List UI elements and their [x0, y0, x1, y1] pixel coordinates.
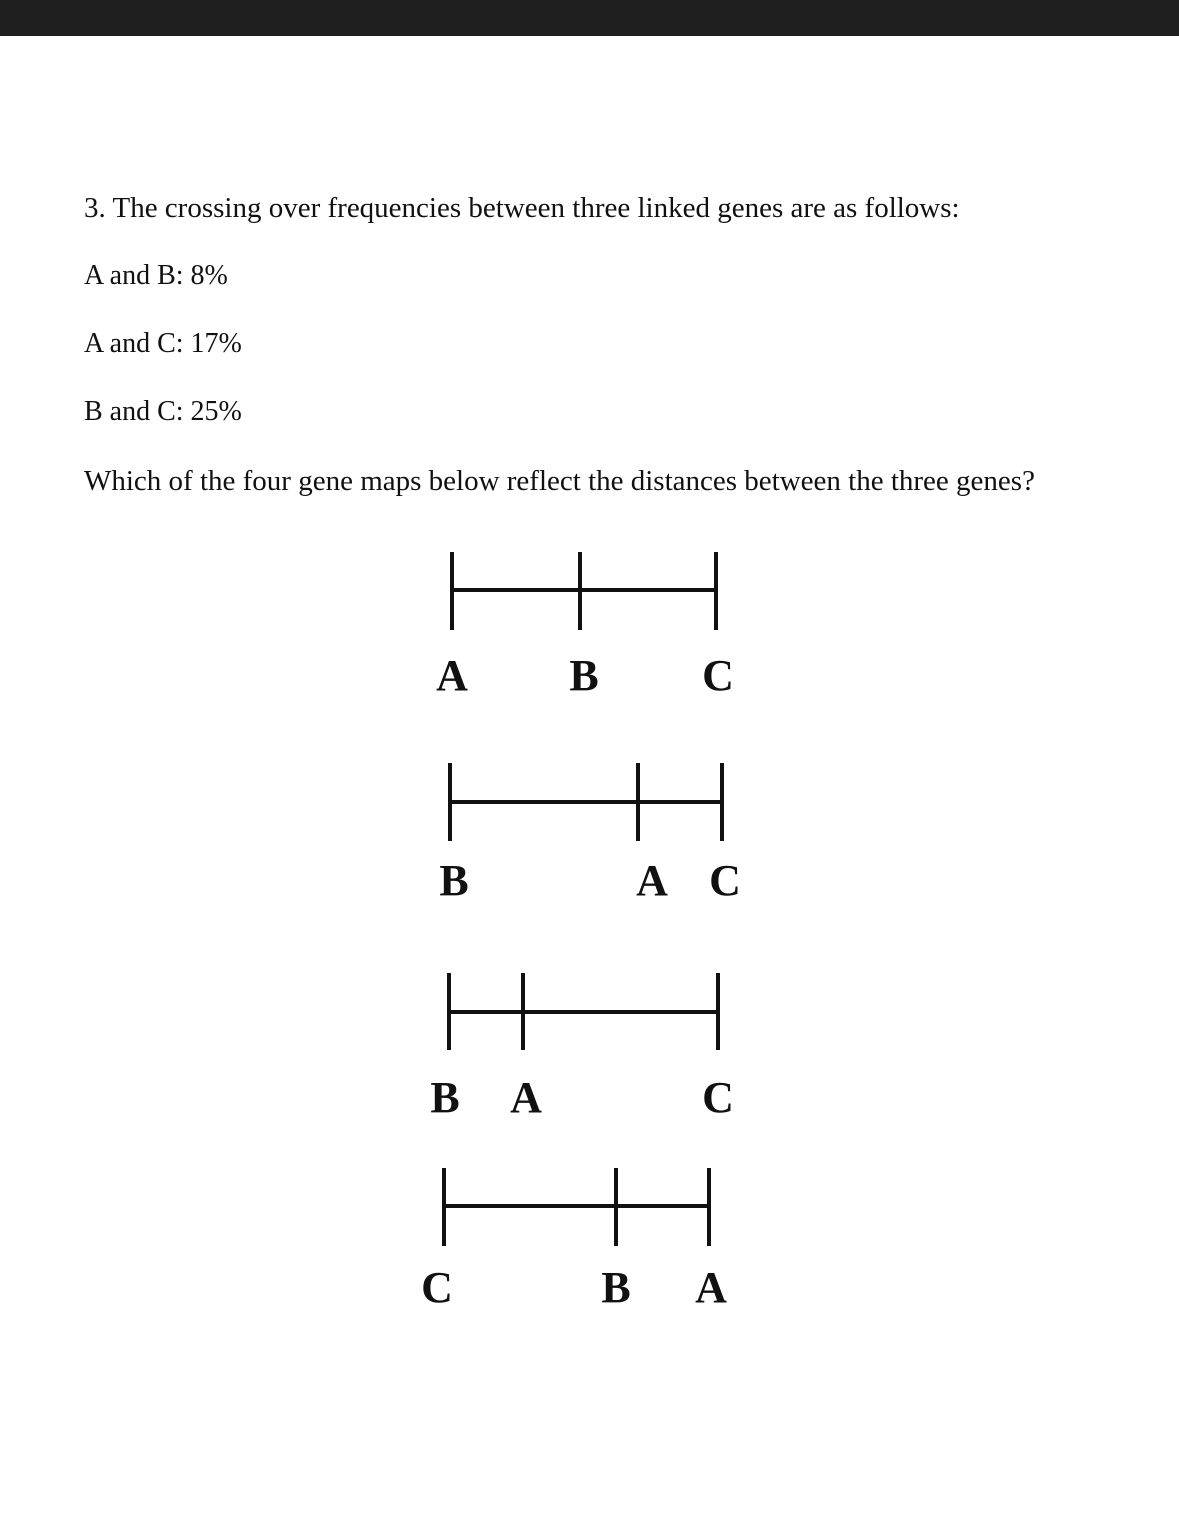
gene-map-3-label-3: C: [702, 1073, 734, 1122]
gene-map-4-label-2: B: [601, 1263, 631, 1312]
gene-map-3-label-1: B: [430, 1073, 460, 1122]
gene-map-2: [450, 763, 722, 841]
gene-map-1: [452, 552, 716, 630]
gene-map-4-label-3: A: [695, 1263, 727, 1312]
gene-map-3-label-2: A: [510, 1073, 542, 1122]
frequency-a-c: A and C: 17%: [84, 328, 242, 359]
frequency-b-c: B and C: 25%: [84, 396, 242, 427]
gene-map-1-label-1: A: [436, 651, 468, 700]
gene-map-3: [449, 973, 718, 1050]
prompt-text: Which of the four gene maps below reflect the distances between the three genes?: [84, 465, 1035, 497]
gene-map-2-label-2: A: [636, 856, 668, 905]
gene-map-1-label-3: C: [702, 651, 734, 700]
gene-map-4: [444, 1168, 709, 1246]
gene-map-2-label-3: C: [709, 856, 741, 905]
question-text: 3. The crossing over frequencies between three linked genes are as follows:: [84, 192, 960, 224]
frequency-a-b: A and B: 8%: [84, 260, 228, 291]
gene-map-1-label-2: B: [569, 651, 599, 700]
gene-map-2-label-1: B: [439, 856, 469, 905]
gene-map-4-label-1: C: [421, 1263, 453, 1312]
